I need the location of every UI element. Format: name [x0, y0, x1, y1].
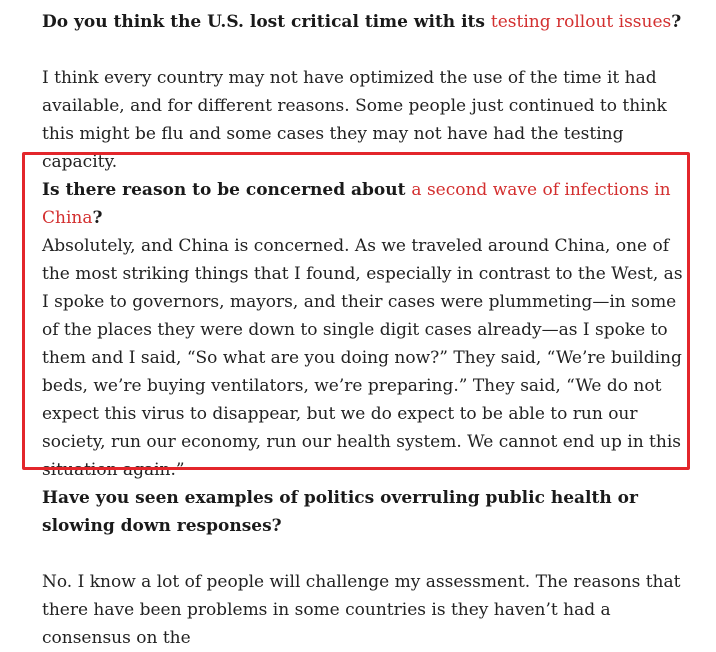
answer-second-wave: Absolutely, and China is concerned. As we traveled around China, one of the most striking things that I found, especially in contrast to the West, as I spoke to governors, mayors, and their cases were plummeting—in some of the places they were down to single digit cases already—as I spoke to them and I said, “So what are you doing now?” They said, “We’re building beds, we’re buying ventilators, we’re preparing.” They said, “We do not expect this virus to disappear, but we do expect to be able to run our society, run our economy, run our health system. We cannot end up in this situation again.”: [42, 236, 683, 480]
question-testing: [42, 8, 692, 36]
highlight-box: [22, 152, 690, 470]
answer-politics: No. I know a lot of people will challenge my assessment. The reasons that there have been problems in some countries is they haven’t had a consensus on the: [42, 572, 681, 648]
question-text: Do you think the U.S. lost critical time with its: [42, 12, 491, 32]
testing-rollout-link[interactable]: testing rollout issues: [490, 12, 672, 32]
question-text: Is there reason to be concerned about: [42, 180, 412, 200]
question-politics: Have you seen examples of politics overruling public health or slowing down responses?: [42, 488, 638, 536]
question-mark: ?: [671, 12, 682, 32]
answer-testing: I think every country may not have optimized the use of the time it had available, and for different reasons. Some people just continued to think this might be flu and some cases they may not have had the testing capacity.: [42, 68, 667, 172]
question-mark: ?: [92, 208, 103, 228]
second-wave-link[interactable]: a second wave of infections in China: [42, 180, 671, 228]
